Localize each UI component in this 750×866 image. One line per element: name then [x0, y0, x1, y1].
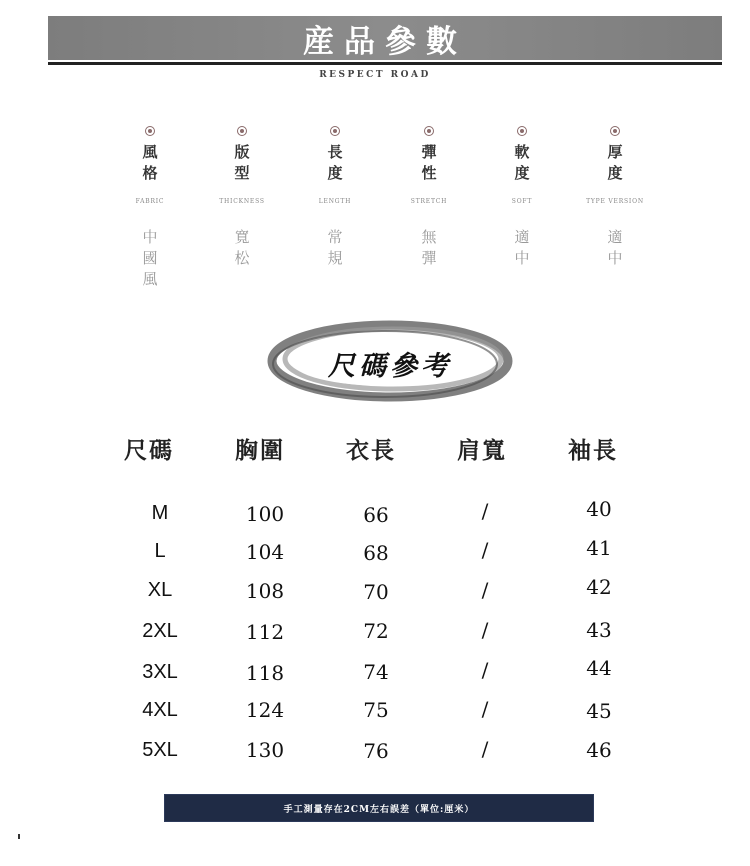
length-cell: 70 [363, 580, 389, 604]
param-thickness [565, 126, 665, 273]
param-en: THICKNESS [219, 198, 265, 205]
sleeve-cell: 45 [586, 699, 612, 723]
length-cell: 76 [363, 739, 389, 763]
chest-cell: 124 [245, 698, 285, 722]
table-header: 袖長 [568, 437, 618, 464]
param-length [285, 126, 385, 273]
param-name: 彈性 [421, 143, 437, 182]
param-en: FABRIC [135, 198, 165, 205]
corner-mark [18, 834, 20, 839]
param-name: 風格 [142, 143, 158, 182]
shoulder-cell: / [481, 538, 489, 562]
param-value: 適中 [514, 228, 530, 267]
circle-dot-icon [237, 126, 247, 136]
circle-dot-icon [145, 126, 155, 136]
length-cell: 66 [363, 503, 389, 527]
param-en: STRETCH [410, 198, 448, 205]
chest-cell: 108 [245, 579, 285, 603]
param-fit [192, 126, 292, 273]
banner-divider [48, 62, 722, 65]
param-name: 厚度 [607, 143, 623, 182]
table-header: 尺碼 [124, 437, 174, 464]
length-cell: 68 [363, 541, 389, 565]
chest-cell: 112 [245, 620, 285, 644]
param-value: 無彈 [421, 228, 437, 267]
measurement-note: 手工測量存在2CM左右誤差（單位:厘米） [165, 795, 593, 821]
param-value: 常規 [327, 228, 343, 267]
circle-dot-icon [610, 126, 620, 136]
param-value: 寬松 [234, 228, 250, 267]
size-cell: L [154, 540, 166, 562]
chest-cell: 130 [245, 738, 285, 762]
circle-dot-icon [330, 126, 340, 136]
title-banner [48, 16, 722, 60]
param-en: LENGTH [318, 198, 352, 205]
shoulder-cell: / [481, 499, 489, 523]
table-header: 肩寬 [457, 437, 507, 464]
circle-dot-icon [517, 126, 527, 136]
sleeve-cell: 42 [586, 575, 612, 599]
param-stretch [379, 126, 479, 273]
shoulder-cell: / [481, 697, 489, 721]
param-name: 長度 [327, 143, 343, 182]
length-cell: 74 [363, 660, 389, 684]
param-softness [472, 126, 572, 273]
page-subtitle: RESPECT ROAD [319, 70, 431, 80]
size-cell: 2XL [142, 620, 178, 642]
shoulder-cell: / [481, 578, 489, 602]
chest-cell: 118 [245, 661, 285, 685]
param-name: 軟度 [514, 143, 530, 182]
param-value: 適中 [607, 228, 623, 267]
shoulder-cell: / [481, 618, 489, 642]
size-cell: XL [147, 579, 173, 601]
chest-cell: 104 [245, 540, 285, 564]
sleeve-cell: 44 [586, 656, 612, 680]
size-cell: 3XL [142, 661, 178, 683]
param-en: TYPE VERSION [586, 198, 644, 205]
length-cell: 72 [363, 619, 389, 643]
size-cell: 4XL [142, 699, 178, 721]
shoulder-cell: / [481, 737, 489, 761]
param-name: 版型 [234, 143, 250, 182]
param-value: 中國風 [142, 228, 158, 288]
size-section-title: 尺碼參考 [328, 351, 452, 382]
sleeve-cell: 43 [586, 618, 612, 642]
sleeve-cell: 46 [586, 738, 612, 762]
chest-cell: 100 [245, 502, 285, 526]
param-style [100, 126, 200, 288]
sleeve-cell: 40 [586, 497, 612, 521]
param-en: SOFT [511, 198, 533, 205]
length-cell: 75 [363, 698, 389, 722]
size-cell: M [151, 502, 169, 524]
size-cell: 5XL [142, 739, 178, 761]
circle-dot-icon [424, 126, 434, 136]
table-header: 衣長 [346, 437, 396, 464]
shoulder-cell: / [481, 658, 489, 682]
page-title: 産品參數 [303, 23, 467, 60]
product-params [100, 126, 700, 301]
sleeve-cell: 41 [586, 536, 612, 560]
table-header: 胸圍 [235, 437, 285, 464]
